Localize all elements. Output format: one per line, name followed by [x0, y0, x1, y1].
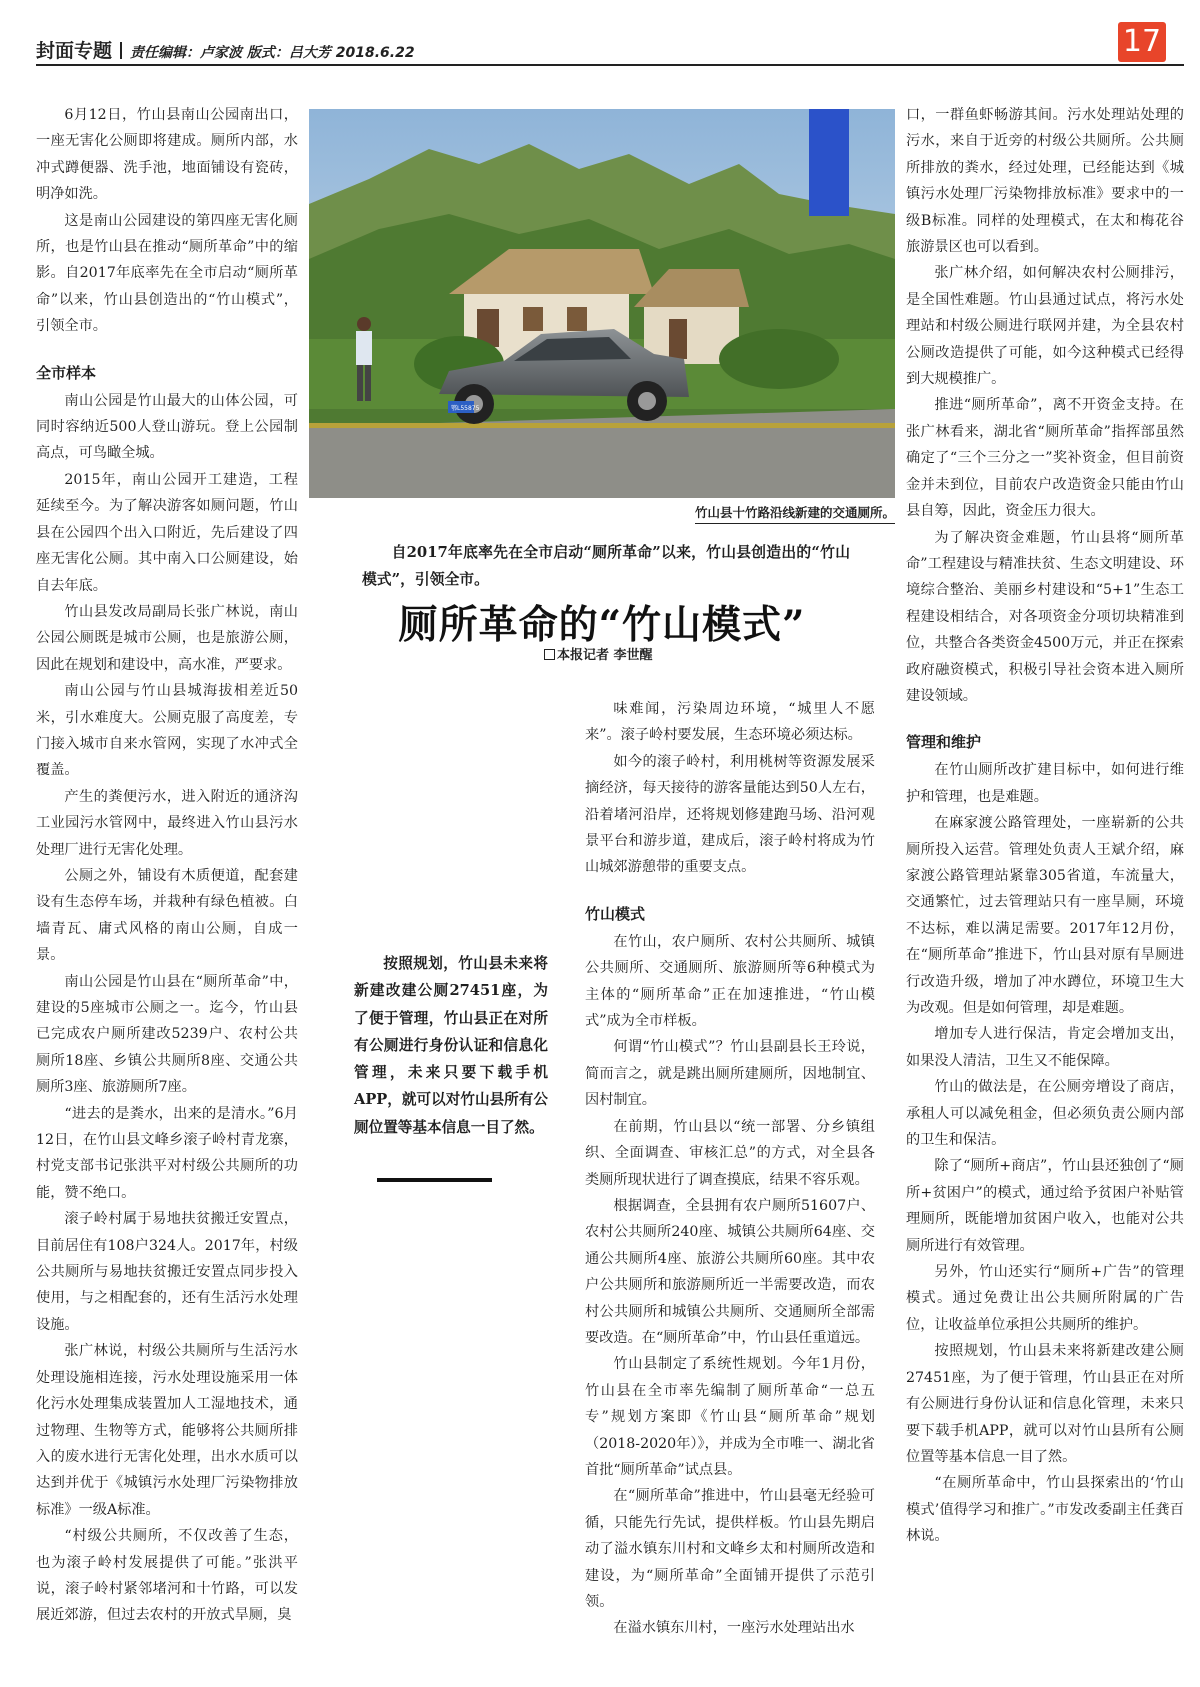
paragraph: 南山公园与竹山县城海拔相差近50米，引水难度大。公厕克服了高度差，专门接入城市自来水管网，实现了水冲式全覆盖。 — [36, 683, 298, 779]
paragraph: “村级公共厕所，不仅改善了生态，也为滚子岭村发展提供了可能。”张洪平说，滚子岭村紧邻堵河和十竹路，可以发展近郊游，但过去农村的开放式旱厕，臭 — [36, 1528, 298, 1624]
paragraph: 口，一群鱼虾畅游其间。污水处理站处理的污水，来自于近旁的村级公共厕所。公共厕所排放的粪水，经过处理，已经能达到《城镇污水处理厂污染物排放标准》要求中的一级B标准。同样的处理模式，在太和梅花谷旅游景区也可以看到。 — [906, 107, 1184, 256]
photo-caption-wrapper — [309, 503, 895, 524]
paragraph: 竹山县制定了系统性规划。今年1月份，竹山县在全市率先编制了厕所革命“一总五专”规划方案即《竹山县“厕所革命”规划（2018-2020年）》，并成为全市唯一、湖北省首批“厕所革命”试点县。 — [585, 1356, 875, 1478]
article-column-2 — [585, 696, 875, 1642]
article-column-1 — [36, 102, 298, 1629]
license-plate: 鄂L55875 — [451, 405, 480, 412]
paragraph: 滚子岭村属于易地扶贫搬迁安置点，目前居住有108户324人。2017年，村级公共厕所与易地扶贫搬迁安置点同步投入使用，与之相配套的，还有生活污水处理设施。 — [36, 1211, 298, 1333]
paragraph: “在厕所革命中，竹山县探索出的‘竹山模式’值得学习和推广。”市发改委副主任龚百林说。 — [906, 1475, 1184, 1545]
paragraph: “进去的是粪水，出来的是清水。”6月12日，在竹山县文峰乡滚子岭村青龙寨，村党支部书记张洪平对村级公共厕所的功能，赞不绝口。 — [36, 1105, 298, 1201]
paragraph: 在溢水镇东川村，一座污水处理站出水 — [613, 1620, 855, 1637]
paragraph: 竹山县发改局副局长张广林说，南山公园公厕既是城市公厕，也是旅游公厕，因此在规划和建设中，高水准，严要求。 — [36, 603, 298, 673]
paragraph: 产生的粪便污水，进入附近的通济沟工业园污水管网中，最终进入竹山县污水处理厂进行无害化处理。 — [36, 788, 298, 858]
paragraph: 味难闻，污染周边环境，“城里人不愿来”。滚子岭村要发展，生态环境必须达标。 — [585, 701, 875, 744]
paragraph: 另外，竹山还实行“厕所+广告”的管理模式。通过免费让出公共厕所附属的广告位，让收益单位承担公共厕所的维护。 — [906, 1264, 1184, 1333]
news-photo — [309, 109, 895, 498]
editor-credits: 责任编辑：卢家波 版式：吕大芳 2018.6.22 — [130, 45, 415, 61]
header-rule — [36, 64, 1184, 66]
photo-caption: 竹山县十竹路沿线新建的交通厕所。 — [695, 503, 895, 524]
byline — [544, 644, 653, 663]
page-number-badge: 17 — [1118, 22, 1166, 62]
paragraph: 南山公园是竹山县在“厕所革命”中，建设的5座城市公厕之一。迄今，竹山县已完成农户厕所建改5239户、农村公共厕所18座、乡镇公共厕所8座、交通公共厕所3座、旅游厕所7座。 — [36, 973, 298, 1096]
paragraph: 增加专人进行保洁，肯定会增加支出，如果没人清洁，卫生又不能保障。 — [906, 1026, 1184, 1069]
paragraph: 张广林说，村级公共厕所与生活污水处理设施相连接，污水处理设施采用一体化污水处理集成装置加人工湿地技术，通过物理、生物等方式，能够将公共厕所排入的废水进行无害化处理，出水水质可以达到并优于《城镇污水处理厂污染物排放标准》一级A标准。 — [36, 1343, 298, 1518]
blue-signboard — [809, 109, 849, 216]
paragraph: 除了“厕所+商店”，竹山县还独创了“厕所+贫困户”的模式，通过给予贫困户补贴管理厕所，既能增加贫困户收入，也能对公共厕所进行有效管理。 — [906, 1158, 1184, 1254]
paragraph: 公厕之外，铺设有木质便道，配套建设有生态停车场，并栽种有绿色植被。白墙青瓦、庸式风格的南山公厕，自成一景。 — [36, 867, 298, 964]
paragraph: 竹山的做法是，在公厕旁增设了商店，承租人可以减免租金，但必须负责公厕内部的卫生和保洁。 — [906, 1079, 1184, 1149]
byline-box-icon — [544, 649, 555, 660]
header-text — [36, 36, 415, 63]
byline-text: 本报记者 李世醒 — [557, 648, 653, 663]
paragraph: 6月12日，竹山县南山公园南出口，一座无害化公厕即将建成。厕所内部，水冲式蹲便器、洗手池，地面铺设有瓷砖，明净如洗。 — [36, 107, 298, 203]
paragraph: 在麻家渡公路管理处，一座崭新的公共厕所投入运营。管理处负责人王斌介绍，麻家渡公路管理站紧靠305省道，车流量大，交通繁忙，过去管理站只有一座旱厕，环境不达标，难以满足需要。2017年12月份，在“厕所革命”推进下，竹山县对原有旱厕进行改造升级，增加了冲水蹲位，环境卫生大为改观。但是如何管理，却是难题。 — [906, 815, 1184, 1016]
pull-quote-rule — [377, 1178, 492, 1182]
article-title: 厕所革命的“竹山模式” — [398, 602, 806, 648]
article-column-3 — [906, 102, 1184, 1550]
paragraph: 为了解决资金难题，竹山县将“厕所革命”工程建设与精准扶贫、生态文明建设、环境综合整治、美丽乡村建设和“5+1”生态工程建设相结合，对各项资金分项切块精准到位，共整合各类资金4500万元，并正在探索政府融资模式，积极引导社会资本进入厕所建设领域。 — [906, 529, 1184, 704]
paragraph: 在“厕所革命”推进中，竹山县毫无经验可循，只能先行先试，提供样板。竹山县先期启动了溢水镇东川村和文峰乡太和村厕所改造和建设，为“厕所革命”全面铺开提供了示范引领。 — [585, 1488, 875, 1610]
paragraph: 张广林介绍，如何解决农村公厕排污，是全国性难题。竹山县通过试点，将污水处理站和村级公厕进行联网并建，为全县农村公厕改造提供了可能，如今这种模式已经得到大规模推广。 — [906, 265, 1184, 388]
paragraph: 这是南山公园建设的第四座无害化厕所，也是竹山县在推动“厕所革命”中的缩影。自2017年底率先在全市启动“厕所革命”以来，竹山县创造出的“竹山模式”，引领全市。 — [36, 212, 298, 335]
paragraph: 根据调查，全县拥有农户厕所51607户、农村公共厕所240座、城镇公共厕所64座、交通公共厕所4座、旅游公共厕所60座。其中农户公共厕所和旅游厕所近一半需要改造，而农村公共厕所和城镇公共厕所、交通厕所全部需要改造。在“厕所革命”中，竹山县任重道远。 — [585, 1197, 875, 1346]
section-heading: 竹山模式 — [585, 904, 646, 923]
header-divider — [120, 42, 122, 59]
article-lead: 自2017年底率先在全市启动“厕所革命”以来，竹山县创造出的“竹山模式”，引领全市。 — [362, 544, 850, 588]
page-header — [36, 24, 1166, 62]
paragraph: 何谓“竹山模式”？竹山县副县长王玲说，简而言之，就是跳出厕所建厕所，因地制宜、因村制宜。 — [585, 1039, 875, 1109]
paragraph: 按照规划，竹山县未来将新建改建公厕27451座，为了便于管理，竹山县正在对所有公厕进行身份认证和信息化管理，未来只要下载手机APP，就可以对竹山县所有公厕位置等基本信息一目了然。 — [906, 1343, 1184, 1465]
paragraph: 如今的滚子岭村，利用桃树等资源发展采摘经济，每天接待的游客量能达到50人左右，沿着堵河沿岸，还将规划修建跑马场、沿河观景平台和游步道，建成后，滚子岭村将成为竹山城郊游憩带的重要支点。 — [585, 753, 875, 876]
paragraph: 推进“厕所革命”，离不开资金支持。在张广林看来，湖北省“厕所革命”指挥部虽然确定了“三个三分之一”奖补资金，但目前资金并未到位，目前农户改造资金只能由竹山县自筹，因此，资金压力很大。 — [906, 397, 1184, 520]
pull-quote: 按照规划，竹山县未来将新建改建公厕27451座，为了便于管理，竹山县正在对所有公厕进行身份认证和信息化管理，未来只要下载手机APP，就可以对竹山县所有公厕位置等基本信息一目了然。 — [354, 955, 548, 1136]
paragraph: 在前期，竹山县以“统一部署、分乡镇组织、全面调查、审核汇总”的方式，对全县各类厕所现状进行了调查摸底，结果不容乐观。 — [585, 1118, 875, 1188]
section-heading: 全市样本 — [36, 363, 97, 382]
paragraph: 在竹山，农户厕所、农村公共厕所、城镇公共厕所、交通厕所、旅游厕所等6种模式为主体的“厕所革命”正在加速推进，“竹山模式”成为全市样板。 — [585, 933, 875, 1030]
paragraph: 2015年，南山公园开工建造，工程延续至今。为了解决游客如厕问题，竹山县在公园四个出入口附近，先后建设了四座无害化公厕。其中南入口公厕建设，始自去年底。 — [36, 471, 298, 594]
section-title: 封面专题 — [36, 40, 113, 62]
paragraph: 在竹山厕所改扩建目标中，如何进行维护和管理，也是难题。 — [906, 762, 1184, 805]
section-heading: 管理和维护 — [906, 733, 982, 752]
paragraph: 南山公园是竹山最大的山体公园，可同时容纳近500人登山游玩。登上公园制高点，可鸟瞰全城。 — [36, 392, 298, 462]
